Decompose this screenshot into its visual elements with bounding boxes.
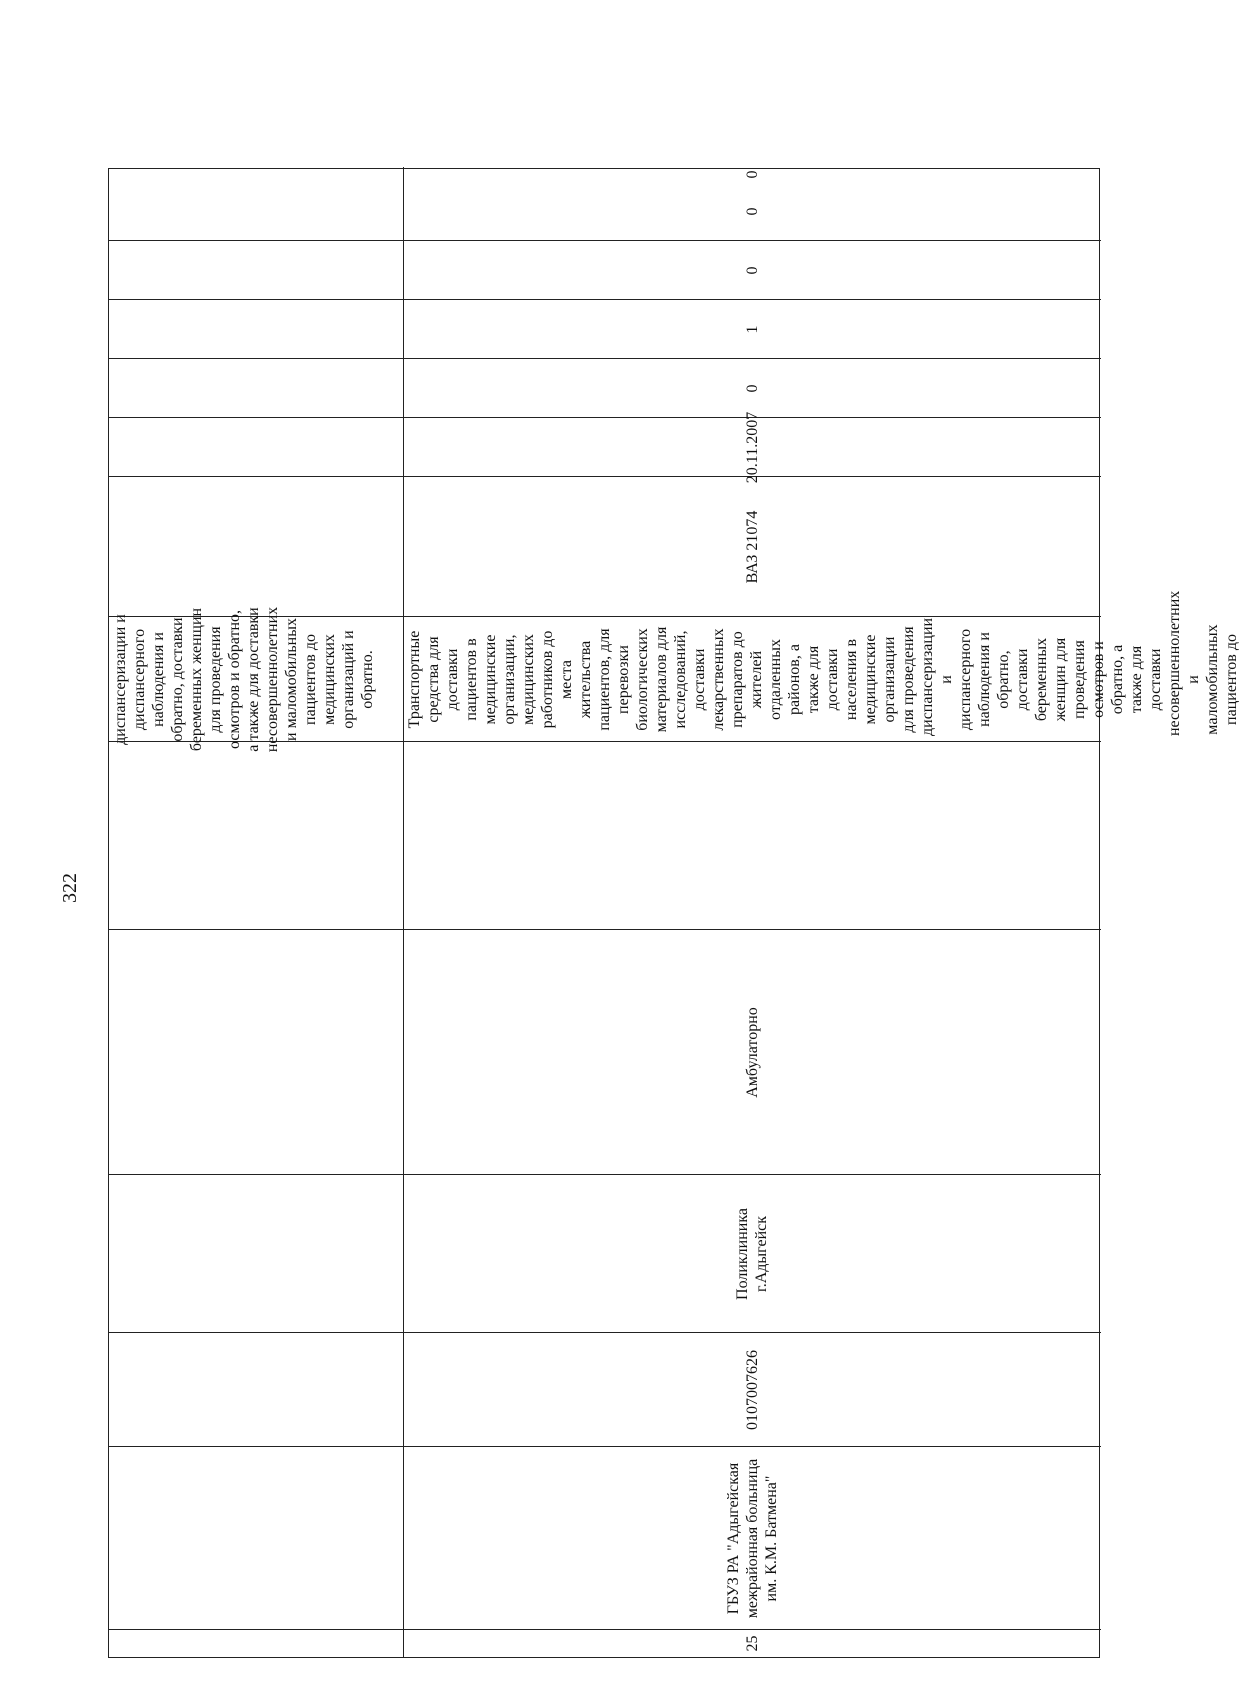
data-table: [108, 168, 1240, 1658]
value-cell: 0: [743, 170, 761, 179]
care-type: Амбулаторно: [743, 1007, 761, 1098]
vehicle-purpose-description: Транспортные средства для доставки пациентов в медицинские организации, медицинских работников до места жительства пациентов, для перевозки биологических материалов для исследований, доставки лекарственных препаратов до жителей отдаленных районов, а также для доставки населения в медицинские организации для проведения диспансеризации и диспансерного наблюдения и обратно, доставки беременных женщин для проведения осмотров и обратно, а также для доставки несовершеннолетних и маломобильных пациентов до: [406, 590, 1240, 736]
value-cell: 0: [743, 266, 761, 275]
registration-date: 20.11.2007: [743, 411, 761, 484]
description-continuation: диспансеризации и диспансерного наблюдения и обратно, доставки беременных женщин для проведения осмотров и обратно, а также для доставки несовершеннолетних и маломобильных пациентов до медицинских организаций и обратно.: [112, 606, 376, 753]
value-cell: 1: [743, 325, 761, 334]
inn-value: 0107007626: [743, 1350, 761, 1430]
row-number: 25: [743, 1635, 761, 1652]
page-number: 322: [59, 873, 81, 903]
value-cell: 0: [743, 384, 761, 393]
value-cell: 0: [743, 207, 761, 216]
subdivision-name: Поликлиника г.Адыгейск: [734, 1208, 770, 1300]
vehicle-model: ВАЗ 21074: [743, 510, 761, 584]
organization-name: ГБУЗ РА "Адыгейская межрайонная больница им. К.М. Батмена": [724, 1458, 780, 1619]
rotated-table-container: [108, 168, 1240, 1658]
